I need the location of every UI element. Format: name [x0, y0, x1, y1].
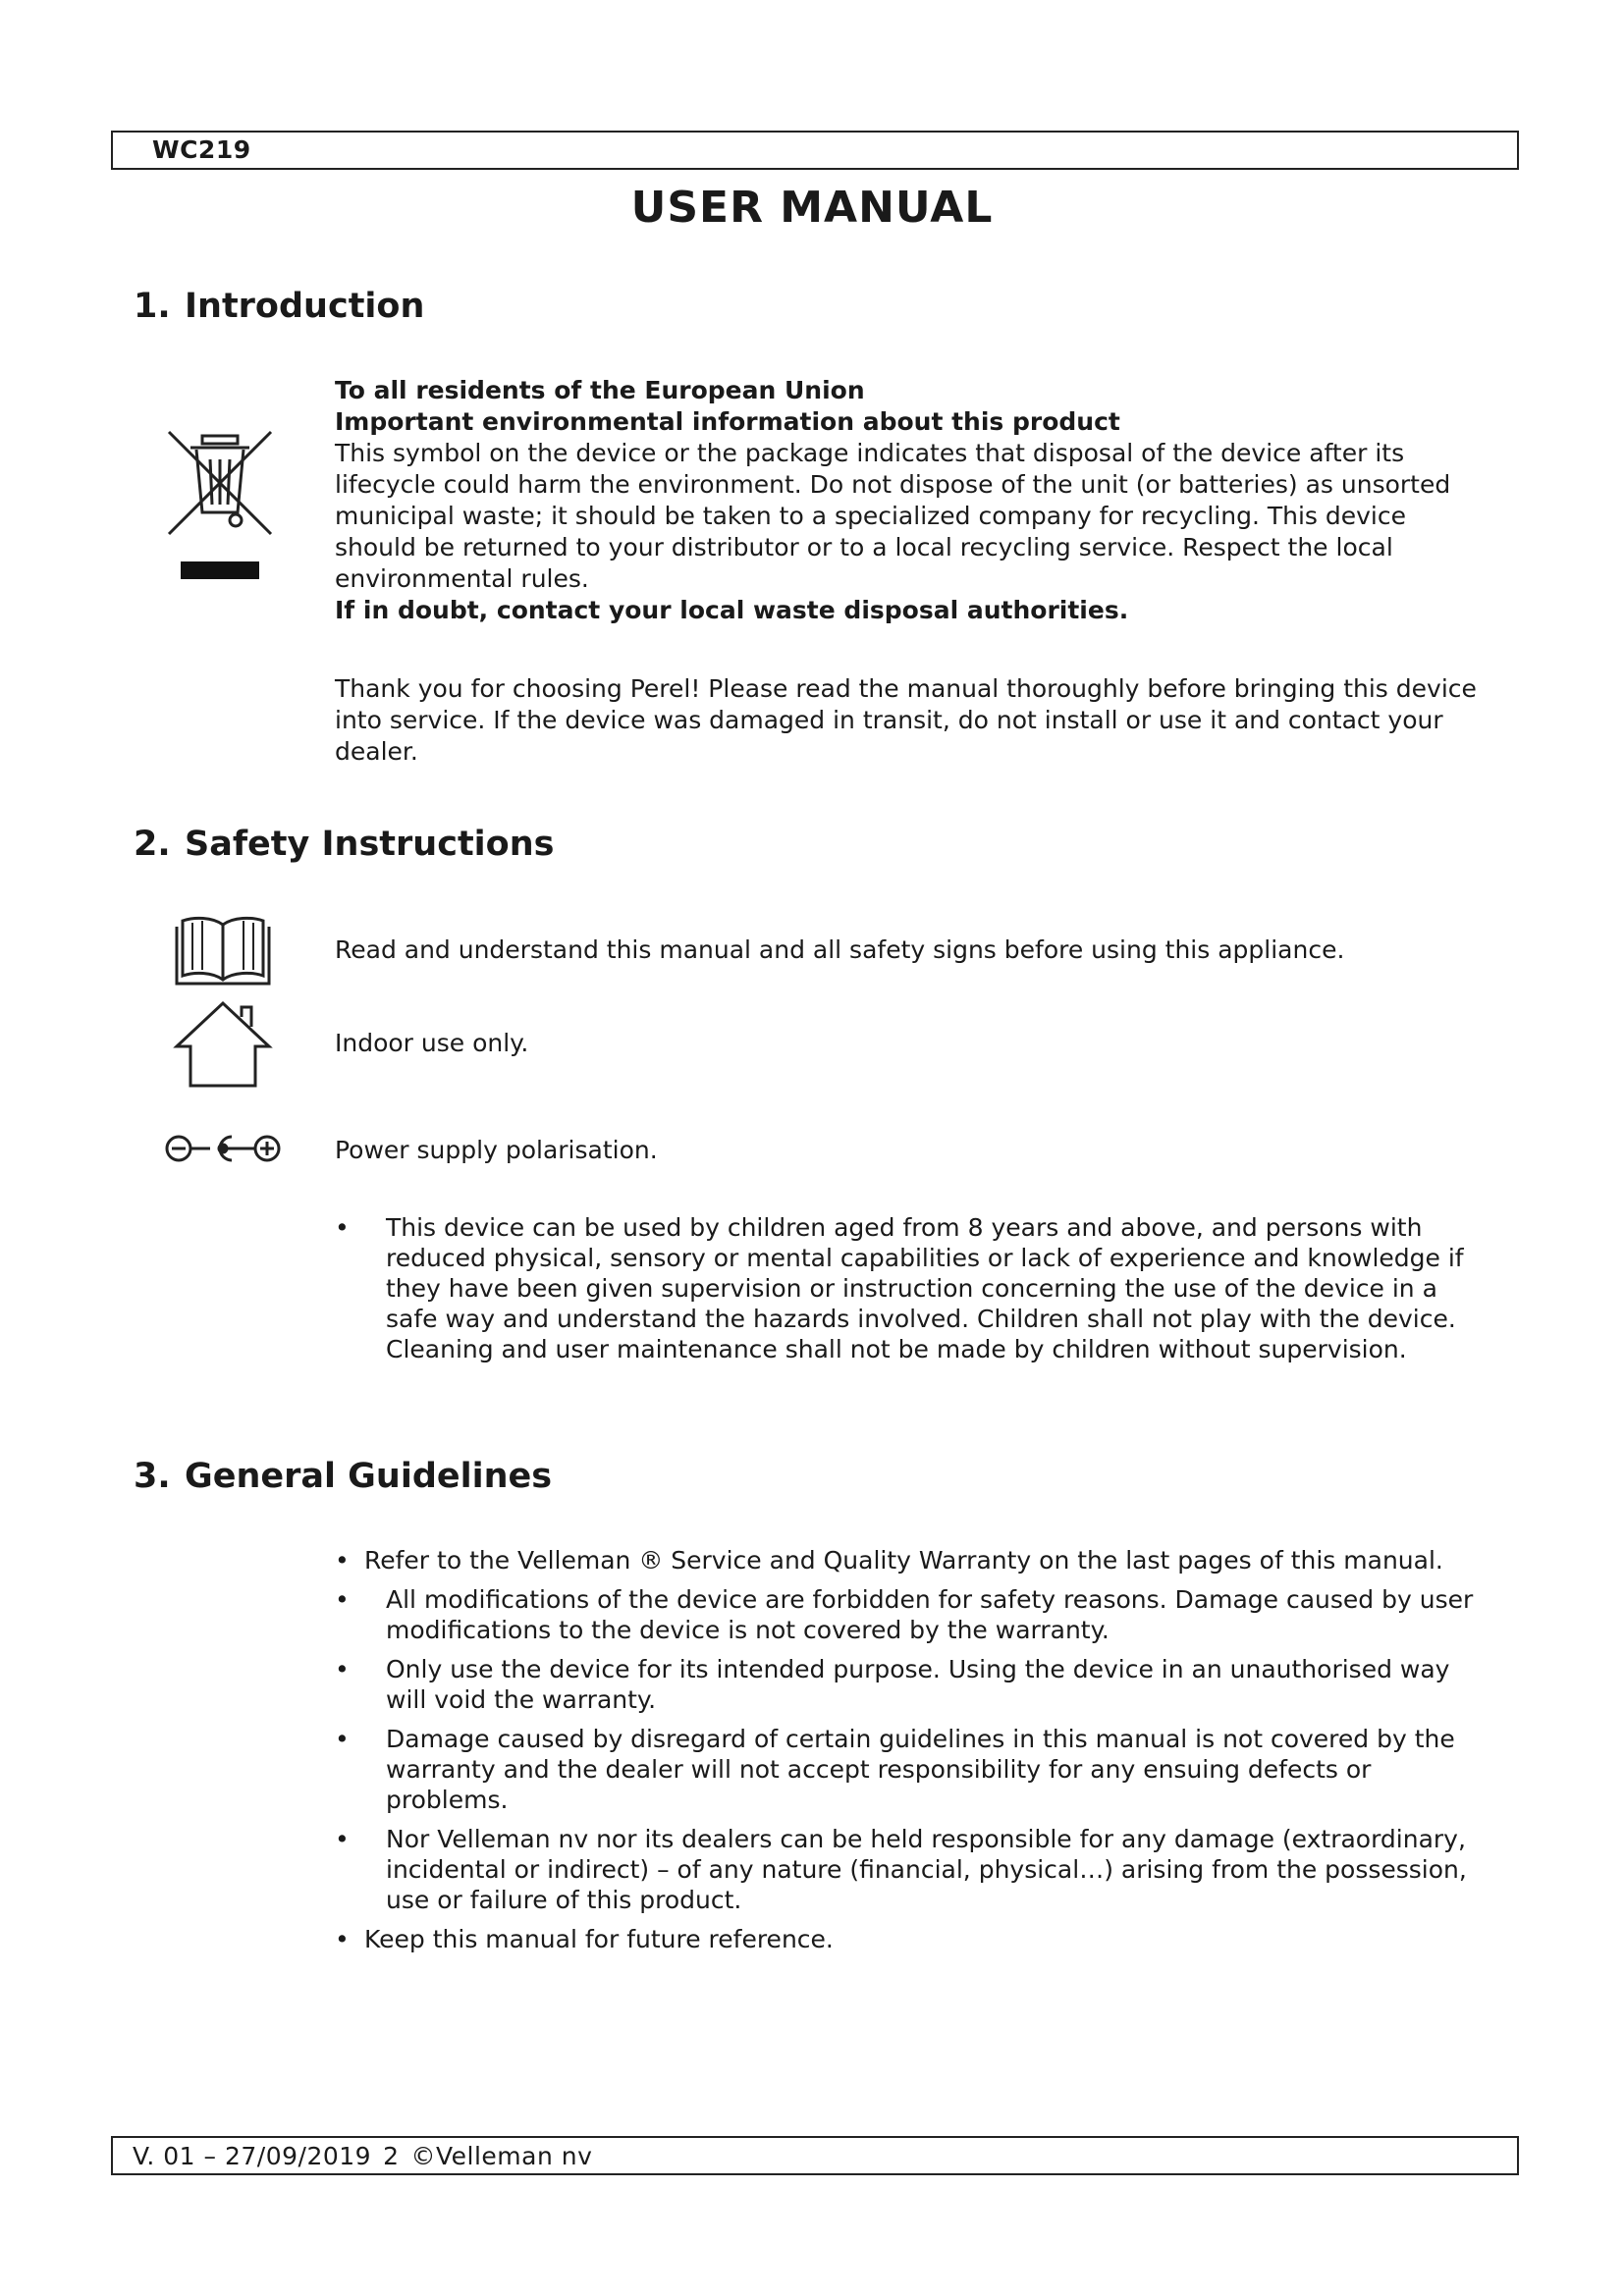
section-heading-safety — [134, 825, 554, 864]
list-item: • Keep this manual for future reference. — [335, 1924, 1489, 1954]
section-number: 3. — [134, 1457, 171, 1496]
indoor-house-icon — [173, 999, 273, 1090]
version-date: V. 01 – 27/09/2019 — [133, 2142, 372, 2170]
safety-bullets — [335, 1212, 1489, 1373]
polarity-icon — [163, 1129, 283, 1168]
list-item: • Nor Velleman nv nor its dealers can be held responsible for any damage (extraordinary, incidental or indirect) – of any nature (financial, physical…) arising from the possession, use or failure of this product. — [335, 1824, 1489, 1915]
waste-authorities-line: If in doubt, contact your local waste disposal authorities. — [335, 596, 1129, 624]
intro-weee-block — [335, 375, 1489, 626]
eu-residents-line: To all residents of the European Union — [335, 376, 865, 404]
section-title: General Guidelines — [185, 1457, 553, 1496]
footer-box — [111, 2136, 1519, 2175]
page-number: 2 — [383, 2142, 400, 2170]
section-title: Safety Instructions — [185, 825, 555, 864]
list-item: • All modifications of the device are forbidden for safety reasons. Damage caused by user modifications to the device is not covered by the warranty. — [335, 1584, 1489, 1645]
thanks-paragraph: Thank you for choosing Perel! Please read the manual thoroughly before bringing this device into service. If the device was damaged in transit, do not install or use it and contact your dealer. — [335, 674, 1477, 766]
section-title: Introduction — [185, 287, 425, 326]
guidelines-bullets — [335, 1545, 1489, 1963]
copyright: ©Velleman nv — [410, 2142, 593, 2170]
weee-paragraph: This symbol on the device or the package indicates that disposal of the device after its lifecycle could harm the environment. Do not dispose of the unit (or batteries) as unsorted municipal waste; it should be taken to a specialized company for recycling. This device should be returned to your distributor or to a local recycling service. Respect the local environmental rules. — [335, 439, 1451, 593]
section-heading-introduction — [134, 287, 424, 326]
read-manual-icon — [173, 913, 273, 988]
page-title: USER MANUAL — [630, 183, 994, 233]
indoor-use-text: Indoor use only. — [335, 1029, 529, 1057]
list-item: • This device can be used by children aged from 8 years and above, and persons with reduced physical, sensory or mental capabilities or lack of experience and knowledge if they have been given supervision or instruction concerning the use of the device in a safe way and understand the hazards involved. Children shall not play with the device. Cleaning and user maintenance shall not be made by children without supervision. — [335, 1212, 1489, 1364]
list-item: • Only use the device for its intended purpose. Using the device in an unauthorised way will void the warranty. — [335, 1654, 1489, 1715]
footer-text — [133, 2142, 604, 2170]
header-box — [111, 131, 1519, 170]
section-heading-general — [134, 1457, 552, 1496]
list-item: • Refer to the Velleman ® Service and Quality Warranty on the last pages of this manual. — [335, 1545, 1489, 1575]
environment-info-line: Important environmental information about this product — [335, 407, 1120, 436]
intro-thanks-block — [335, 673, 1489, 768]
section-number: 2. — [134, 825, 171, 864]
section-number: 1. — [134, 287, 171, 326]
list-item: • Damage caused by disregard of certain guidelines in this manual is not covered by the warranty and the dealer will not accept responsibility for any ensuing defects or problems. — [335, 1724, 1489, 1815]
polarisation-text: Power supply polarisation. — [335, 1136, 658, 1164]
read-manual-text: Read and understand this manual and all safety signs before using this appliance. — [335, 935, 1345, 964]
weee-crossed-bin-icon — [165, 426, 275, 583]
model-number: WC219 — [152, 135, 251, 164]
